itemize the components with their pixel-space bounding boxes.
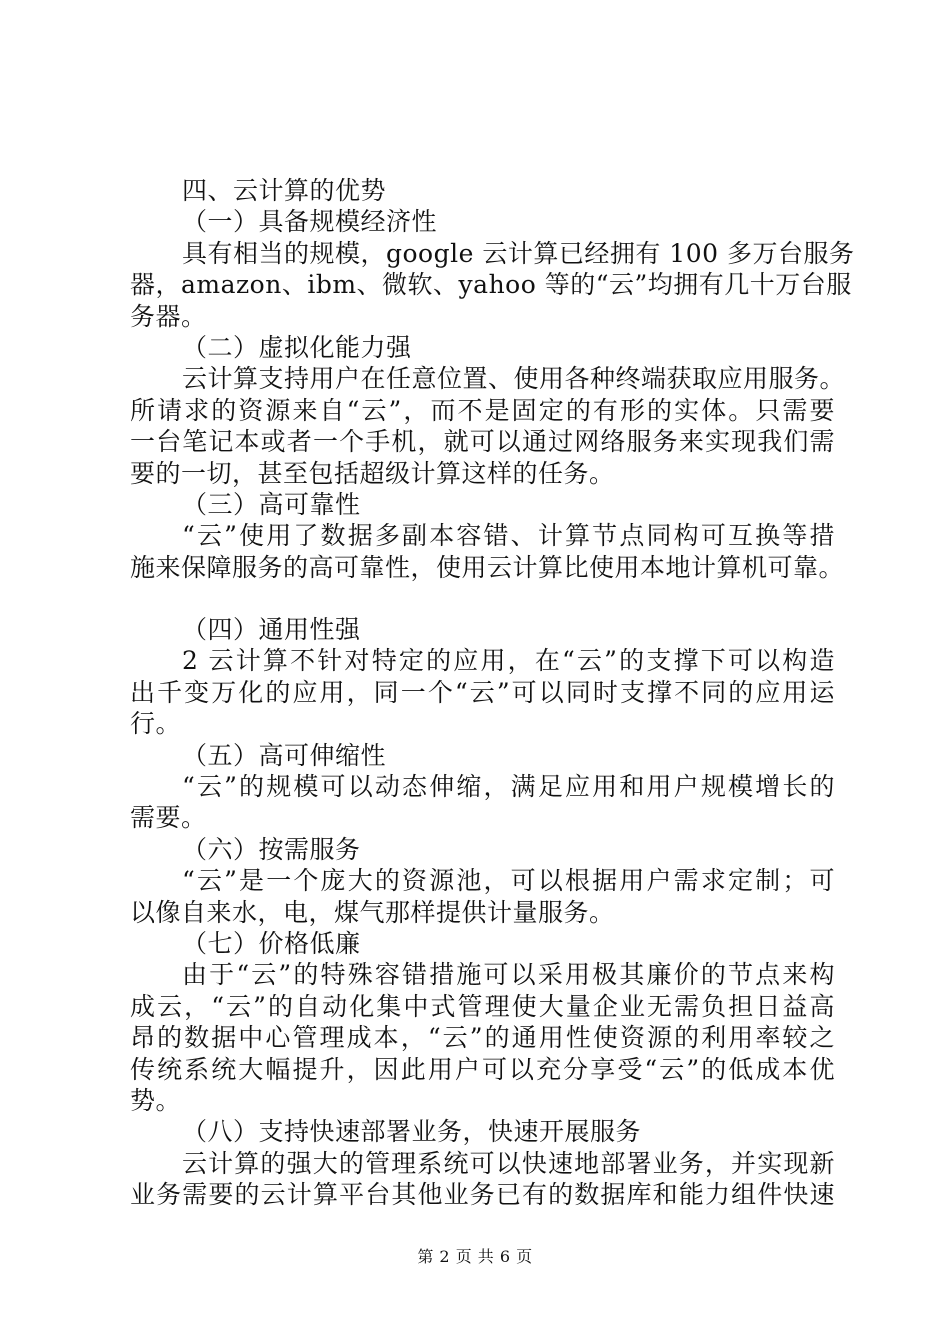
paragraph-line: 以像自来水，电，煤气那样提供计量服务。 [130, 897, 615, 927]
subheading-5: （五）高可伸缩性 [182, 740, 387, 770]
paragraph-line: 成云，“云”的自动化集中式管理使大量企业无需负担日益高 [130, 991, 835, 1021]
paragraph-line: 势。 [130, 1085, 182, 1115]
subheading-8: （八）支持快速部署业务，快速开展服务 [182, 1117, 642, 1147]
paragraph-line: 具有相当的规模，google 云计算已经拥有 100 多万台服务 [182, 238, 855, 268]
page-number-footer: 第 2 页 共 6 页 [417, 1247, 533, 1266]
paragraph-line: 务器。 [130, 301, 207, 331]
paragraph-line: “云”使用了数据多副本容错、计算节点同构可互换等措 [182, 521, 835, 551]
subheading-7: （七）价格低廉 [182, 928, 361, 958]
subheading-6: （六）按需服务 [182, 834, 361, 864]
subheading-1: （一）具备规模经济性 [182, 207, 438, 237]
subheading-3: （三）高可靠性 [182, 489, 361, 519]
section-heading: 四、云计算的优势 [182, 176, 387, 205]
paragraph-line: 由于“云”的特殊容错措施可以采用极其廉价的节点来构 [182, 960, 835, 990]
paragraph-line: “云”是一个庞大的资源池，可以根据用户需求定制；可 [182, 866, 835, 896]
paragraph-line: 器，amazon、ibm、微软、yahoo 等的“云”均拥有几十万台服 [130, 270, 852, 300]
subheading-4: （四）通用性强 [182, 615, 361, 645]
subheading-2: （二）虚拟化能力强 [182, 332, 412, 362]
paragraph-line: “云”的规模可以动态伸缩，满足应用和用户规模增长的 [182, 772, 835, 802]
paragraph-line: 出千变万化的应用，同一个“云”可以同时支撑不同的应用运 [130, 677, 835, 707]
paragraph-line: 传统系统大幅提升，因此用户可以充分享受“云”的低成本优 [130, 1054, 835, 1084]
paragraph-line: 业务需要的云计算平台其他业务已有的数据库和能力组件快速 [130, 1180, 835, 1210]
paragraph-line: 云计算的强大的管理系统可以快速地部署业务，并实现新 [182, 1148, 835, 1178]
paragraph-line: 所请求的资源来自“云”，而不是固定的有形的实体。只需要 [130, 395, 835, 425]
paragraph-line: 施来保障服务的高可靠性，使用云计算比使用本地计算机可靠。 [130, 552, 845, 582]
paragraph-line: 昂的数据中心管理成本，“云”的通用性使资源的利用率较之 [130, 1023, 835, 1053]
paragraph-line: 一台笔记本或者一个手机，就可以通过网络服务来实现我们需 [130, 427, 835, 457]
paragraph-line: 2 云计算不针对特定的应用，在“云”的支撑下可以构造 [182, 646, 835, 676]
paragraph-line: 要的一切，甚至包括超级计算这样的任务。 [130, 458, 615, 488]
paragraph-line: 行。 [130, 709, 182, 739]
paragraph-line: 需要。 [130, 803, 207, 833]
paragraph-line: 云计算支持用户在任意位置、使用各种终端获取应用服务。 [182, 364, 846, 394]
document-body [130, 175, 855, 1211]
